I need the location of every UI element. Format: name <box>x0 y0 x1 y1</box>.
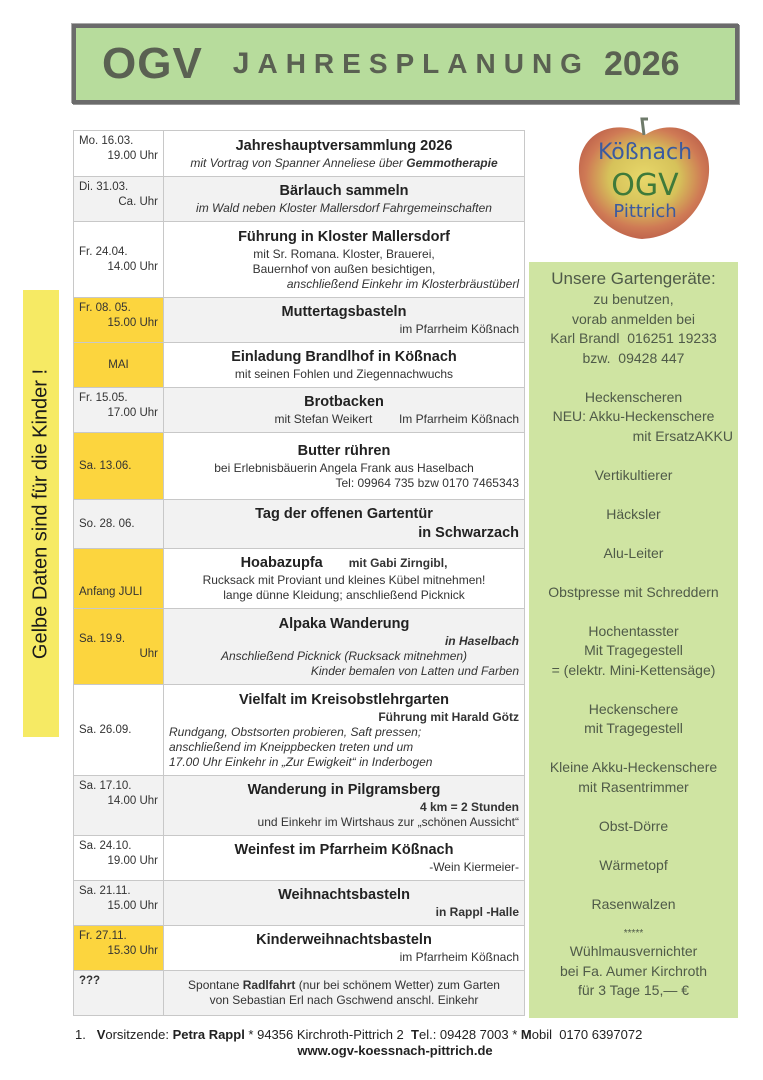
tools-heading: Unsere Gartengeräte: <box>551 269 716 288</box>
event-row <box>74 776 525 836</box>
tool-item: Heckenschere <box>588 700 679 717</box>
event-row <box>74 609 525 685</box>
tool-item: Heckenscheren <box>584 388 683 405</box>
event-desc: Vielfalt im Kreisobstlehrgarten Führung mit Harald Götz Rundgang, Obstsorten probieren, Saft pressen; anschließend im Kneippbecken treten und um 17.00 Uhr Einkehr in „Zur Ewigkeit“ in Inderbogen <box>164 685 525 776</box>
tool-item: Alu-Leiter <box>603 544 664 561</box>
contact-line: 1. Vorsitzende: Petra Rappl * 94356 Kirchroth-Pittrich 2 Tel.: 09428 7003 * Mobil 0170 6397072 <box>75 1027 643 1042</box>
title-banner <box>72 24 739 104</box>
event-date: MAI <box>74 343 164 388</box>
event-desc: Butter rühren bei Erlebnisbäuerin Angela Frank aus Haselbach Tel: 09964 735 bzw 0170 7465343 <box>164 433 525 500</box>
kids-note-text: Gelbe Daten sind für die Kinder ! <box>29 368 52 659</box>
tool-item: Häcksler <box>606 505 661 522</box>
event-row <box>74 131 525 177</box>
tool-item: = (elektr. Mini-Kettensäge) <box>551 661 716 678</box>
kids-note <box>23 290 59 737</box>
event-date: Fr. 24.04. 14.00 Uhr <box>74 222 164 298</box>
separator-stars: ***** <box>623 928 644 939</box>
tool-item: Wärmetopf <box>599 856 668 873</box>
event-row <box>74 881 525 926</box>
event-row <box>74 298 525 343</box>
tool-item: Rasenwalzen <box>591 895 676 912</box>
event-row <box>74 433 525 500</box>
year: 2026 <box>603 44 680 83</box>
logo-text-mid: OGV <box>611 168 679 203</box>
logo-text-bottom: Pittrich <box>613 201 677 222</box>
apple-logo <box>570 113 720 248</box>
event-date: So. 28. 06. <box>74 500 164 549</box>
tool-item: mit Tragegestell <box>584 720 683 736</box>
tool-item: Kleine Akku-Heckenschere <box>549 759 718 775</box>
event-desc: Weihnachtsbasteln in Rappl -Halle <box>164 881 525 926</box>
event-row <box>74 836 525 881</box>
events-table <box>73 130 525 1016</box>
event-row <box>74 500 525 549</box>
event-row <box>74 222 525 298</box>
event-row <box>74 177 525 222</box>
tool-item: mit ErsatzAKKU <box>632 427 733 444</box>
event-desc: Führung in Kloster Mallersdorf mit Sr. Romana. Kloster, Brauerei, Bauernhof von außen besichtigen, anschließend Einkehr im Klosterbräustüberl <box>164 222 525 298</box>
event-date: ??? <box>74 971 164 1016</box>
event-date: Sa. 24.10. 19.00 Uhr <box>74 836 164 881</box>
tool-item: NEU: Akku-Heckenschere <box>552 408 715 424</box>
event-desc: Weinfest im Pfarrheim Kößnach -Wein Kiermeier- <box>164 836 525 881</box>
tool-item: Hochentasster <box>588 622 679 639</box>
garden-tools-panel: Unsere Gartengeräte: zu benutzen, vorab anmelden bei Karl Brandl 016251 19233 bzw. 09428 447 Heckenscheren NEU: Akku-Heckenschere mit ErsatzAKKU Vertikultierer Häcksler Alu-Leiter Obstpresse mit Schreddern Hochentasster Mit Tragegestell = (elektr. Mini-Kettensäge) Heckenschere mit Tragegestell Kleine Akku-Heckenschere mit Rasentrimmer Obst-Dörre Wärmetopf Rasenwalzen ***** Wühlmausvernichter bei Fa. Aumer Kirchroth für 3 Tage 15,— € <box>529 262 738 1018</box>
event-date: Fr. 27.11. 15.30 Uhr <box>74 926 164 971</box>
event-date: Fr. 08. 05. 15.00 Uhr <box>74 298 164 343</box>
event-desc: Einladung Brandlhof in Kößnach mit seinen Fohlen und Ziegennachwuchs <box>164 343 525 388</box>
website-link[interactable]: www.ogv-koessnach-pittrich.de <box>297 1043 493 1058</box>
tool-item: Obst-Dörre <box>598 817 669 834</box>
event-date: Sa. 21.11. 15.00 Uhr <box>74 881 164 926</box>
event-row <box>74 971 525 1016</box>
footer <box>75 1027 715 1059</box>
event-date: Sa. 26.09. <box>74 685 164 776</box>
event-date: Sa. 19.9. Uhr <box>74 609 164 685</box>
event-desc: Wanderung in Pilgramsberg 4 km = 2 Stunden und Einkehr im Wirtshaus zur „schönen Aussicht“ <box>164 776 525 836</box>
event-date: Di. 31.03. Ca. Uhr <box>74 177 164 222</box>
event-desc: Alpaka Wanderung in Haselbach Anschließend Picknick (Rucksack mitnehmen) Kinder bemalen von Latten und Farben <box>164 609 525 685</box>
event-date: Fr. 15.05. 17.00 Uhr <box>74 388 164 433</box>
event-desc: Jahreshauptversammlung 2026 mit Vortrag von Spanner Anneliese über Gemmotherapie <box>164 131 525 177</box>
event-row <box>74 685 525 776</box>
event-row <box>74 388 525 433</box>
event-desc: Muttertagsbasteln im Pfarrheim Kößnach <box>164 298 525 343</box>
tool-item: Vertikultierer <box>594 466 673 483</box>
event-date: Anfang JULI <box>74 549 164 609</box>
event-desc: Kinderweihnachtsbasteln im Pfarrheim Kößnach <box>164 926 525 971</box>
event-date: Mo. 16.03. 19.00 Uhr <box>74 131 164 177</box>
event-date: Sa. 17.10. 14.00 Uhr <box>74 776 164 836</box>
tool-item: Obstpresse mit Schreddern <box>548 583 719 600</box>
event-desc: Brotbacken mit Stefan Weikert Im Pfarrheim Kößnach <box>164 388 525 433</box>
event-row <box>74 343 525 388</box>
event-date: Sa. 13.06. <box>74 433 164 500</box>
event-row <box>74 926 525 971</box>
tool-item: Mit Tragegestell <box>584 642 683 658</box>
event-desc: Spontane Radlfahrt (nur bei schönem Wetter) zum Garten von Sebastian Erl nach Gschwend anschl. Einkehr <box>164 971 525 1016</box>
logo-text-top: Kößnach <box>597 140 693 165</box>
event-desc: Hoabazupfa mit Gabi Zirngibl, Rucksack mit Proviant und kleines Kübel mitnehmen! lange dünne Kleidung; anschließend Picknick <box>164 549 525 609</box>
event-desc: Bärlauch sammeln im Wald neben Kloster Mallersdorf Fahrgemeinschaften <box>164 177 525 222</box>
subtitle: JAHRESPLANUNG <box>232 47 590 80</box>
tool-item: mit Rasentrimmer <box>578 778 689 795</box>
event-desc: Tag der offenen Gartentür in Schwarzach <box>164 500 525 549</box>
event-row <box>74 549 525 609</box>
brand-title: OGV <box>102 39 203 88</box>
